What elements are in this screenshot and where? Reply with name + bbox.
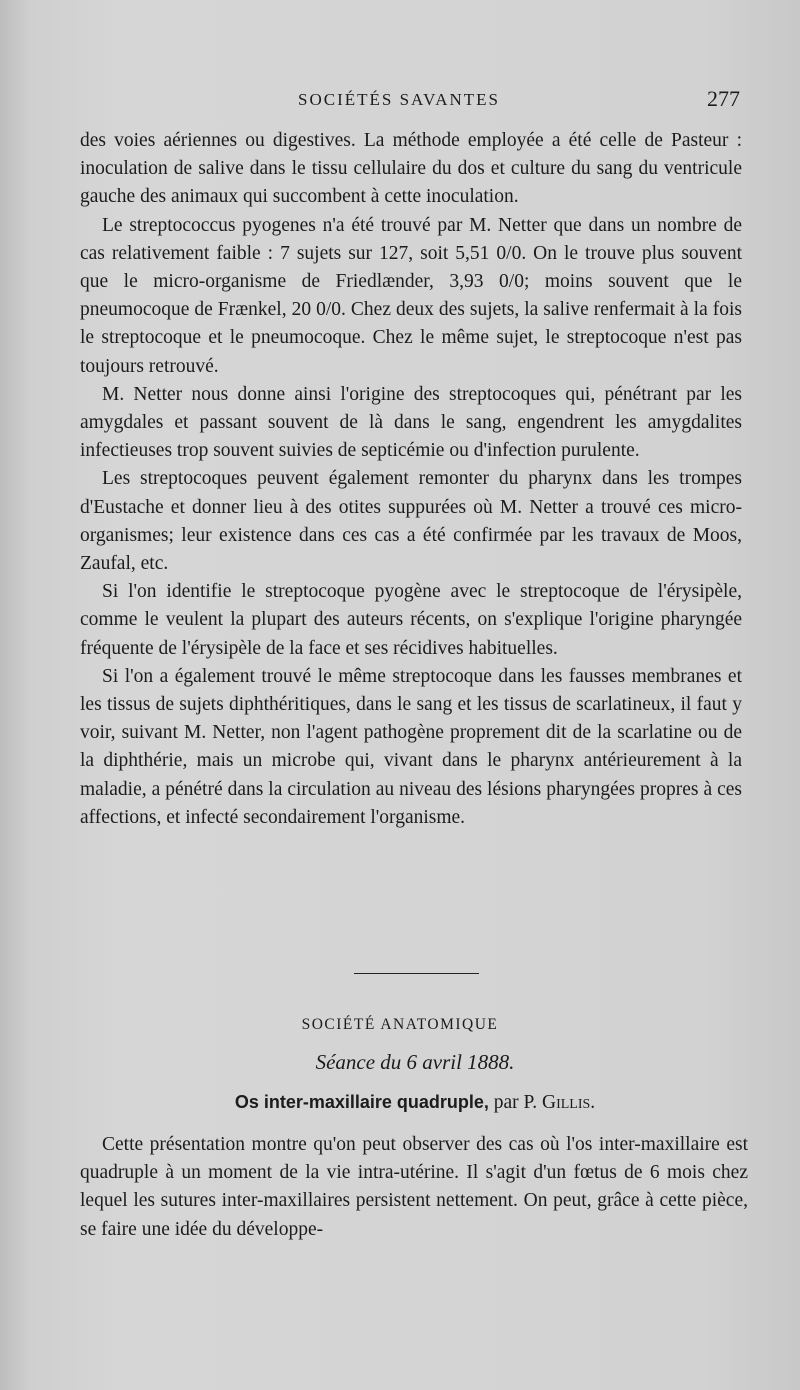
running-title: SOCIÉTÉS SAVANTES (298, 90, 500, 109)
society-heading: SOCIÉTÉ ANATOMIQUE (301, 1016, 499, 1033)
paragraph: Cette présentation montre qu'on peut observer des cas où l'os inter-maxillaire est quadruple à un moment de la vie intra-utérine. Il s'agit d'un fœtus de 6 mois chez lequel les sutures inter-maxillaires persistent nettement. On peut, grâce à cette pièce, se faire une idée du développe- (80, 1134, 748, 1240)
main-text (80, 127, 742, 832)
paragraph: Le streptococcus pyogenes n'a été trouvé par M. Netter que dans un nombre de cas relativement faible : 7 sujets sur 127, soit 5,51 0/0. On le trouve plus souvent que le micro-organisme de Friedlænder, 3,93 0/0; moins souvent que le pneumocoque de Frænkel, 20 0/0. Chez deux des sujets, la salive renfermait à la fois le streptocoque et le pneumocoque. Chez le même sujet, le streptocoque n'est pas toujours retrouvé. (80, 214, 742, 377)
section-divider (354, 973, 479, 974)
article-title-text: Os inter-maxillaire quadruple, (234, 1092, 489, 1112)
paragraph: des voies aériennes ou digestives. La méthode employée a été celle de Pasteur : inoculation de salive dans le tissu cellulaire du dos et culture du sang du ventricule gauche des animaux qui succombent à cette inoculation. (80, 130, 742, 208)
paragraph: Si l'on a également trouvé le même streptocoque dans les fausses membranes et les tissus de sujets diphthéritiques, dans le sang et les tissus de scarlatineux, il faut y voir, suivant M. Netter, non l'agent pathogène proprement dit de la scarlatine ou de la diphthérie, mais un microbe qui, vivant dans le pharynx antérieurement à la maladie, a pénétré dans la circulation au niveau des lésions pharyngées propres à ces affections, et infecté secondairement l'organisme. (80, 665, 742, 828)
page-number: 277 (707, 86, 740, 111)
article-title (0, 1092, 800, 1114)
article-by: par P. (488, 1092, 542, 1113)
article-author: Gillis. (542, 1092, 596, 1113)
paragraph: Si l'on identifie le streptocoque pyogène avec le streptocoque de l'érysipèle, comme le veulent la plupart des auteurs récents, on s'explique l'origine pharyngée fréquente de l'érysipèle de la face et ses récidives habituelles. (80, 581, 742, 659)
paragraph: M. Netter nous donne ainsi l'origine des streptocoques qui, pénétrant par les amygdales et passant souvent de là dans le sang, engendrent les amygdalites infectieuses trop souvent suivies de septicémie ou d'infection purulente. (80, 383, 742, 462)
session-heading: Séance du 6 avril 1888. (315, 1050, 515, 1074)
page-header (80, 88, 740, 118)
article-text (80, 1131, 748, 1244)
paragraph: Les streptocoques peuvent également remonter du pharynx dans les trompes d'Eustache et donner lieu à des otites suppurées où M. Netter a trouvé ces micro-organismes; leur existence dans ces cas a été confirmée par les travaux de Moos, Zaufal, etc. (80, 468, 742, 575)
